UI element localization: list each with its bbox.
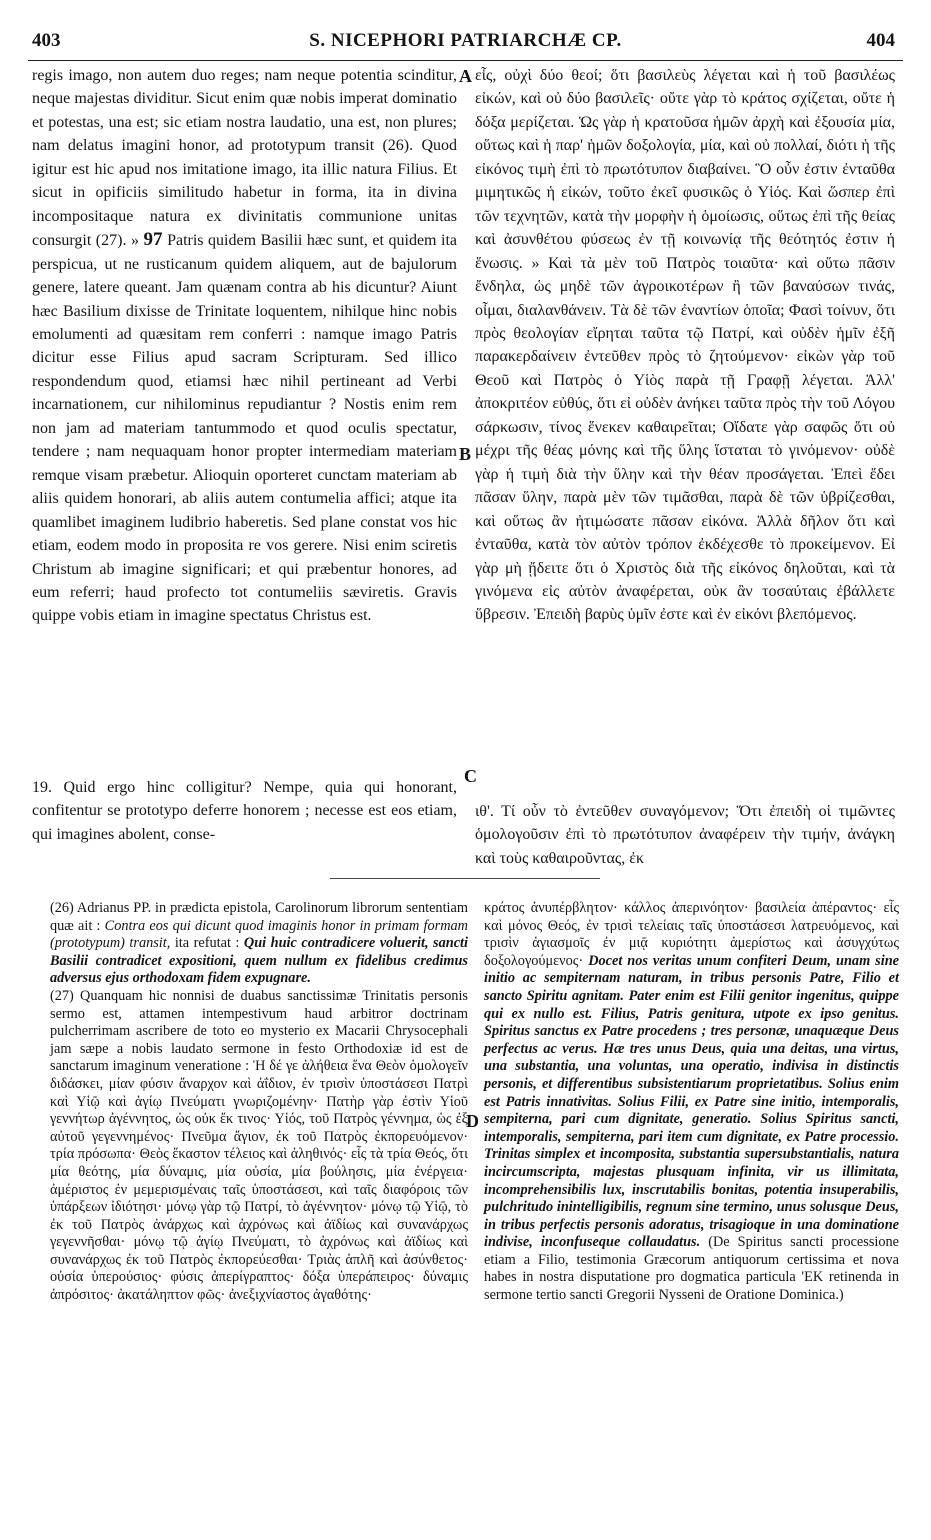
footnote-27 [50,988,468,1305]
footnotes-left [50,900,468,1305]
footnote-27-continued [484,900,899,1305]
footnote-26-response: Qui huic contradicere voluerit, sancti Basilii contradicet expositioni, quem nullum ex fidelibus credimus adversus ejus orthodoxam fidem expugnare. [50,935,468,987]
margin-letter-a: A [459,66,472,86]
footnote-27-intro: (27) Quanquam hic nonnisi de duabus sanctissimæ Trinitatis personis sermo est, attamen intempestivum haud arbitror doctrinam pulcherrimam ascribere de toto eo mysterio ex Macarii Chrysocephali jam sæpe a nobis laudato sermone in festo Orthodoxiæ id est de sanctarum imaginum veneratione : [50,987,468,1075]
footnote-26-refutat: ita refutat : [174,935,240,952]
latin-column [32,64,457,628]
footnote-26-quote: Contra eos qui dicunt quod imaginis honor in primam formam (prototypum) transit, [50,917,468,952]
footnote-27-latin: Docet nos veritas unum confiteri Deum, unam sine initio ac sempiternam naturam, in tribus personis Patre, Filio et sancto Spiritu agnitam. Pater enim est Filii genitor ingenitus, quippe qui ex nullo est. Filius, Patris genitura, utpote ex ipso genitus. Spiritus sanctus ex Patre procedens ; tres personæ, unaquæque Deus perfectus ac verus. Hæ tres unus Deus, quia una deitas, una virtus, una substantia, una voluntas, una operatio, indivisa in distinctis personis, et differentibus subsistentiarum proprietatibus. Solius enim est Patris innativitas. Solius Filii, ex Patre sine initio, intemporalis, sempiterna, pari cum dignitate, generatio. Solius Spiritus sancti, intemporalis, sempiterna, pari item cum dignitate, ex Patre processio. Trinitas simplex et incomposita, substantia supersubstantialis, natura incircumscripta, majestas plusquam infinita, vir us illimitata, incomprehensibilis lux, inscrutabilis bonitas, potentia insuperabilis, pulchritudo inintelligibilis, regnum sine termino, unus solusque Deus, in tribus perfectis personis adoratus, trisagioque in una dominatione indivise, inconfuseque collaudatus. [484,952,899,1251]
margin-letter-c: C [464,766,477,786]
footnote-divider [330,878,600,879]
running-title: S. NICEPHORI PATRIARCHÆ CP. [309,30,622,51]
footnotes-right [484,900,899,1305]
page-number-right: 404 [866,30,895,51]
latin-paragraph-2: 19. Quid ergo hinc colligitur? Nempe, quia qui honorant, confitentur se prototypo deferre honorem ; necesse est eos etiam, qui imagines abolent, conse- [32,779,457,843]
page-number-left: 403 [32,30,61,51]
margin-letter-d: D [466,1111,479,1131]
column-number-97: 97 [143,229,163,251]
footnote-27-greek: Ἡ δέ γε ἀλήθεια ἕνα Θεὸν ὁμολογεῖν διδάσκει, μίαν φύσιν ἄναρχον καὶ ἀΐδιον, ἐν τρισὶν ὑποστάσεσι Πατρὶ καὶ Υἱῷ καὶ ἁγίῳ Πνεύματι γνωριζομένην· Πατὴρ γὰρ ἐστὶν Υἱοῦ γεννήτωρ ἀγέννητος, ὡς οὐκ ἔκ τινος· Υἱός, τοῦ Πατρὸς γέννημα, ὡς ἐξ αὐτοῦ γεγεννημένος· Πνεῦμα ἅγιον, ἐκ τοῦ Πατρὸς ἐκπορευόμενον· τρία πρόσωπα· Θεὸς ἕκαστον τέλειος καὶ ἀληθινός· εἷς τὰ τρία Θεός, ὅτι μία θεότης, μία δύναμις, μία οὐσία, μία βούλησις, μία ἐνέργεια· ἀμέριστος ἐν μεμερισμέναις ταῖς ὑποστάσεσι, καὶ ταῖς διαφόροις τῶν ὑπάρξεων ἰδιότησι· μόνῳ γὰρ τῷ Πατρί, τὸ ἀγέννητον· μόνῳ τῷ Υἱῷ, τὸ ἐκ τοῦ Πατρὸς ἀνάρχως καὶ ἀχρόνως καὶ ἀϊδίως καὶ συνανάρχως γεγεννῆσθαι· μόνῳ τῷ ἁγίῳ Πνεύματι, τὸ ἀχρόνως καὶ ἀϊδίως καὶ συνανάρχως ἐκ τοῦ Πατρὸς ἐκπορεύεσθαι· Τριὰς ἁπλῆ καὶ ἀσύνθετος· οὐσία ὑπερούσιος· φύσις ἀπερίγραπτος· δόξα ὑπεράπειρος· δύναμις ἀπρόσιτος· ἀκατάληπτον φῶς· ἀνεξιχνίαστος ἀγαθότης· [50,1058,468,1304]
running-header [28,30,903,61]
latin-paragraph-1 [32,64,457,628]
margin-letter-b: B [459,444,472,464]
greek-paragraph-1: εἷς, οὐχὶ δύο θεοί; ὅτι βασιλεὺς λέγεται καὶ ἡ τοῦ βασιλέως εἰκών, καὶ οὐ δύο βασιλεῖς· οὔτε γὰρ τὸ κράτος σχίζεται, οὔτε ἡ δόξα μερίζεται. Ὡς γὰρ ἡ κρατοῦσα ἡμῶν ἀρχὴ καὶ ἐξουσία μία, οὕτως καὶ ἡ παρ' ἡμῶν δοξολογία, μία, καὶ οὐ πολλαί, διότι ἡ τῆς εἰκόνος τιμὴ ἐπὶ τὸ πρωτότυπον διαβαίνει. Ὃ οὖν ἐστιν ἐνταῦθα μιμητικῶς ἡ εἰκών, τοῦτο ἐκεῖ φυσικῶς ὁ Υἱός. Καὶ ὥσπερ ἐπὶ τῶν τεχνητῶν, κατὰ τὴν μορφὴν ἡ ὁμοίωσις, οὕτως ἐπὶ τῆς θείας καὶ ἀσυνθέτου φύσεως ἐν τῇ κοινωνίᾳ τῆς θεότητός ἐστιν ἡ ἕνωσις. » Καὶ τὰ μὲν τοῦ Πατρὸς τοιαῦτα· καὶ οὕτω πᾶσιν ἔνδηλα, ὡς μηδὲ τῶν ἀγροικοτέρων ἢ τῶν βαναύσων τινάς, οἶμαι, διαλανθάνειν. Τὰ δὲ τῶν ἐναντίων ὁποῖα; Φασὶ τοίνυν, ὅτι πρὸς θεολογίαν εἴρηται ταῦτα τῷ Πατρί, καὶ οὐδὲν ἡμῖν ἐξῆ παρακερδαίνειν ἐντεῦθεν πρὸς τὸ ζητούμενον· εἰκὼν γὰρ τοῦ Θεοῦ καὶ Πατρὸς ὁ Υἱὸς παρὰ τῇ Γραφῇ λέγεται. Ἀλλ' ἀποκριτέον εὐθύς, ὅτι εἰ οὐδὲν ἀνήκει ταῦτα πρὸς τὴν τοῦ Λόγου σάρκωσιν, τίνος ἕνεκεν καθαιρεῖται; Οἴδατε γὰρ σαφῶς ὅτι οὐ μέχρι τῆς θέας μόνης καὶ τῆς ὕλης ἵσταται τὸ γινόμενον· οὐδὲ γὰρ ἡ τιμὴ διὰ τὴν ὕλην καὶ τὴν θέαν προσάγεται. Ἐπεὶ ἔδει πᾶσαν ὕλην, παρὰ μὲν τῶν τιμᾶσθαι, παρὰ δὲ τῶν ὑβρίζεσθαι, καὶ οὕτως ἂν ἠτιμώσατε πᾶσαν εἰκόνα. Ἀλλὰ δῆλον ὅτι καὶ ἐνταῦθα, κατὰ τὸν αὐτὸν τρόπον ἐκδέχεσθε τὸ προκείμενον. Εἰ γὰρ μὴ ᾔδειτε ὅτι ὁ Χριστὸς διὰ τῆς εἰκόνος δηλοῦται, καὶ τὰ γινόμενα εἰς αὐτὸν ἀναφέρεται, οὐκ ἂν τοσαύταις ἐβάλλετε ὕβρεσιν. Ἐπειδὴ βαρὺς ὑμῖν ἐστε καὶ ἐν εἰκόνι βλεπόμενος. [475,67,895,624]
latin-text-1a: regis imago, non autem duo reges; nam neque potentia scinditur, neque majestas dividitur. Sicut enim quæ nobis imperat dominatio et potestas, una est; sic etiam nostra laudatio, una est, non plures; nam delatus imagini honor, ad prototypum transit (26). Quod igitur est hic apud nos imitatione imago, ita illic natura Filius. Et sicut in opificiis similitudo habetur in forma, ita in divina incompositaque natura ex divinitatis communione unitas consurgit (27). » [32,67,457,250]
footnote-27-end: (De Spiritus sancti processione etiam a Filio, testimonia Græcorum antiquorum certissima et nova habes in nostra disputatione pro dogmatica particula 'EK retinenda in sermone tertio sancti Gregorii Nysseni de Oratione Dominica.) [484,1234,900,1304]
greek-column [475,64,895,627]
greek-paragraph-2: ιθ'. Τί οὖν τὸ ἐντεῦθεν συναγόμενον; Ὅτι ἐπειδὴ οἱ τιμῶντες ὁμολογοῦσιν ἐπὶ τὸ πρωτότυπον ἀναφέρειν τὴν τιμήν, ἀνάγκη καὶ τοὺς καθαιροῦντας, ἐκ [475,803,895,867]
footnote-27-greek-cont: κράτος ἀνυπέρβλητον· κάλλος ἀπερινόητον· βασιλεία ἀπέραντος· εἷς καὶ μόνος Θεός, ἐν τρισὶ τελείαις ταῖς ὑποστάσεσι λατρευόμενος, καὶ τρισὶν ἁγιασμοῖς ἐν μιᾷ κυριότητι ἀμερίστως καὶ ἀσυγχύτως δοξολογούμενος· [484,900,899,969]
latin-text-1b: Patris quidem Basilii hæc sunt, et quidem ita perspicua, ut ne rusticanum quidem aliquem, aut de bajulorum genere, latere queant. Jam quænam contra ab his dicuntur? Aiunt hæc Basilium dixisse de Trinitate loquentem, nihilque hinc nobis emolumenti ad quæsitam rem conferri : namque imago Patris dicitur esse Filius apud sacram Scripturam. Sed illico respondendum quod, etiamsi hæc nihil pertineant ad Verbi incarnationem, cur nihilominus repudiantur ? Nostis enim rem non jam ad materiam tantummodo et quod oculis spectatur, tendere ; nam nequaquam honor propter intermediam materiam remque visam præbetur. Alioquin oporteret cunctam materiam ab aliis quidem honorari, ab aliis autem contumelia affici; atque ita quamlibet imaginem ludibrio haberetis. Sed plane constat vos hic etiam, eodem modo in proposita re vos gerere. Nisi enim sciretis Christum ab imagine significari; et qui præbentur honores, ad eum referri; haud profecto tot contumeliis sæviretis. Gravis quippe vobis etiam in imagine spectatus Christus est. [32,232,458,625]
footnote-26 [50,900,468,988]
footnote-26-intro: (26) Adrianus PP. in prædicta epistola, Carolinorum librorum sententiam quæ ait : [50,900,468,934]
